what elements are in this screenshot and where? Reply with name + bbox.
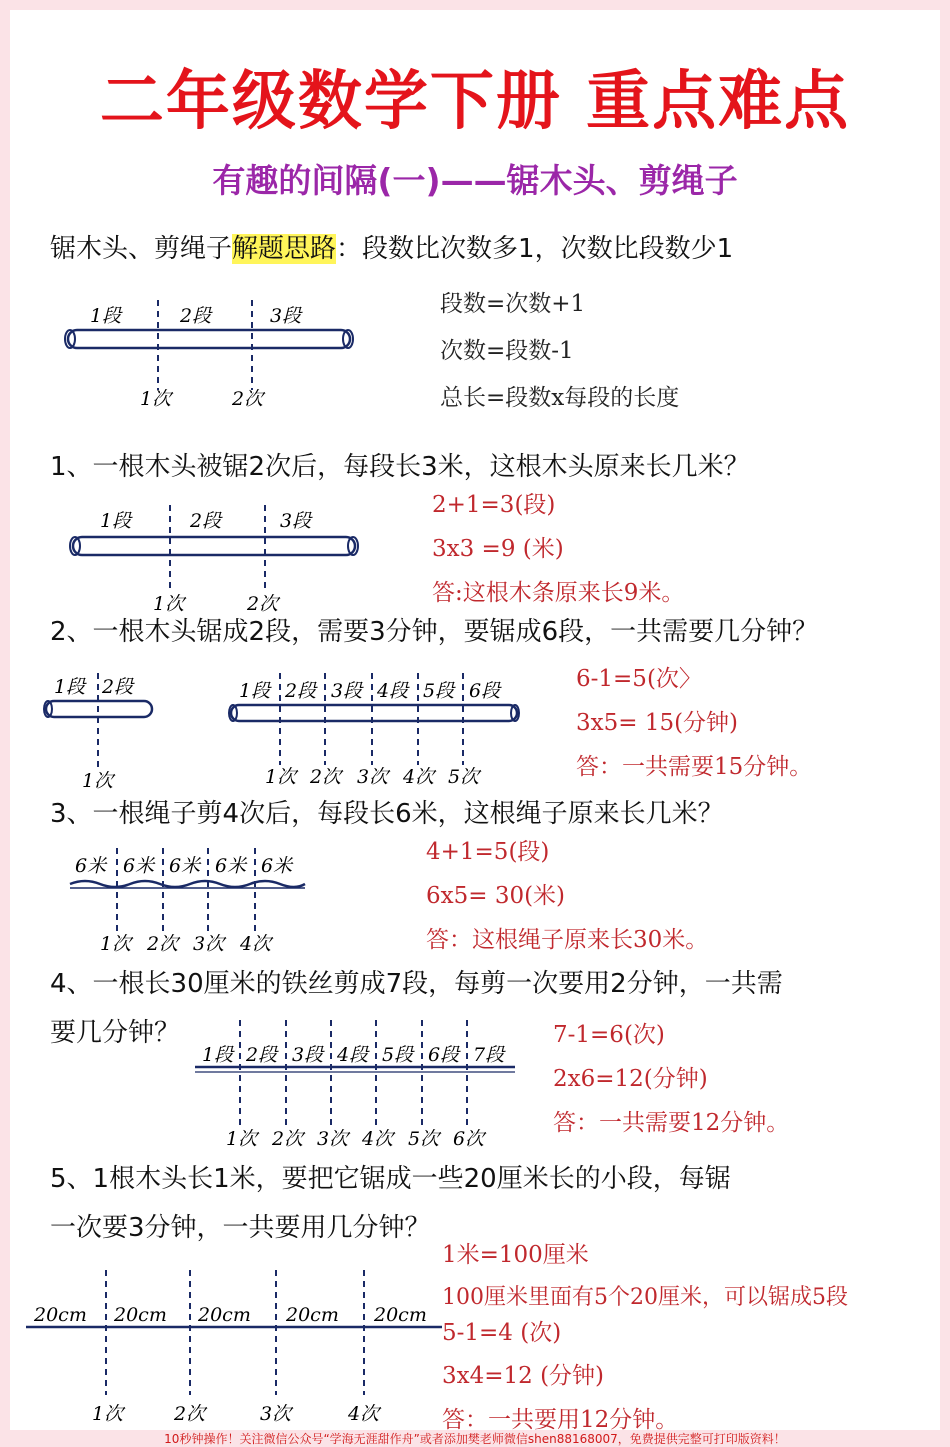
q3-rope-diagram bbox=[65, 840, 315, 955]
cut-label: 1次 bbox=[226, 1128, 258, 1150]
page-subtitle: 有趣的间隔(一)——锯木头、剪绳子 bbox=[212, 161, 738, 200]
formula-segments: 段数=次数+1 bbox=[440, 291, 586, 317]
seg-label: 20cm bbox=[286, 1304, 339, 1326]
cut-label: 1次 bbox=[140, 388, 172, 410]
cut-label: 1次 bbox=[92, 1403, 124, 1425]
q5-answer: 答：一共要用12分钟。 bbox=[442, 1407, 679, 1433]
seg-label: 2段 bbox=[190, 510, 222, 532]
q4-text-line2: 要几分钟？ bbox=[50, 1018, 181, 1048]
cut-label: 5次 bbox=[448, 766, 480, 788]
cut-label: 4次 bbox=[403, 766, 435, 788]
q5-text-line2: 一次要3分钟，一共要用几分钟？ bbox=[50, 1213, 431, 1243]
seg-label: 1段 bbox=[90, 305, 122, 327]
q1-text: 1、一根木头被锯2次后，每段长3米，这根木头原来长几米？ bbox=[50, 452, 750, 482]
q3-step-2: 6x5= 30(米) bbox=[426, 883, 566, 909]
cut-label: 2次 bbox=[232, 388, 264, 410]
cut-label: 3次 bbox=[317, 1128, 349, 1150]
seg-label: 3段 bbox=[280, 510, 312, 532]
cut-label: 4次 bbox=[240, 933, 272, 955]
q5-step-1: 1米=100厘米 bbox=[442, 1242, 589, 1268]
seg-label: 6米 bbox=[169, 855, 201, 877]
seg-label: 20cm bbox=[34, 1304, 87, 1326]
q5-step-3: 5-1=4 (次) bbox=[442, 1320, 562, 1346]
q4-step-2: 2x6=12(分钟) bbox=[553, 1066, 708, 1092]
seg-label: 3段 bbox=[292, 1044, 324, 1066]
q2-answer: 答：一共需要15分钟。 bbox=[576, 754, 813, 780]
q1-step-2: 3x3 =9 (米) bbox=[432, 536, 564, 562]
q5-log-diagram bbox=[24, 1265, 444, 1425]
cut-label: 1次 bbox=[265, 766, 297, 788]
q2-text: 2、一根木头锯成2段，需要3分钟，要锯成6段，一共需要几分钟？ bbox=[50, 617, 819, 647]
seg-label: 20cm bbox=[198, 1304, 251, 1326]
cut-label: 6次 bbox=[453, 1128, 485, 1150]
cut-label: 1次 bbox=[82, 770, 114, 792]
seg-label: 3段 bbox=[270, 305, 302, 327]
intro-rest: ：段数比次数多1，次数比段数少1 bbox=[336, 234, 734, 264]
intro-text bbox=[50, 228, 733, 265]
seg-label: 4段 bbox=[337, 1044, 369, 1066]
seg-label: 20cm bbox=[374, 1304, 427, 1326]
intro-log-diagram bbox=[60, 280, 360, 420]
q2-small-log-diagram bbox=[40, 665, 160, 790]
q3-answer: 答：这根绳子原来长30米。 bbox=[426, 927, 709, 953]
q4-wire-diagram bbox=[190, 1015, 520, 1150]
cut-label: 1次 bbox=[153, 593, 185, 615]
cut-label: 4次 bbox=[348, 1403, 380, 1425]
q5-step-2: 100厘米里面有5个20厘米，可以锯成5段 bbox=[442, 1285, 848, 1310]
seg-label: 6米 bbox=[215, 855, 247, 877]
formula-total: 总长=段数x每段的长度 bbox=[440, 385, 680, 411]
cut-label: 3次 bbox=[193, 933, 225, 955]
q2-large-log-diagram bbox=[225, 665, 525, 790]
cut-label: 1次 bbox=[100, 933, 132, 955]
q2-step-1: 6-1=5(次〉 bbox=[576, 666, 702, 692]
seg-label: 6米 bbox=[261, 855, 293, 877]
cut-label: 2次 bbox=[247, 593, 279, 615]
seg-label: 1段 bbox=[202, 1044, 234, 1066]
formula-cuts: 次数=段数-1 bbox=[440, 338, 574, 364]
q5-text-line1: 5、1根木头长1米，要把它锯成一些20厘米长的小段，每锯 bbox=[50, 1164, 731, 1194]
q1-log-diagram bbox=[65, 495, 365, 620]
seg-label: 2段 bbox=[102, 676, 134, 698]
page-title: 二年级数学下册 重点难点 bbox=[99, 65, 851, 139]
seg-label: 6米 bbox=[75, 855, 107, 877]
q4-answer: 答：一共需要12分钟。 bbox=[553, 1110, 790, 1136]
intro-lead: 锯木头、剪绳子 bbox=[50, 234, 233, 264]
footer-note: 10秒钟操作！关注微信公众号“学海无涯甜作舟”或者添加樊老师微信shen88168007，免费提供完整可打印版资料！ bbox=[164, 1432, 786, 1446]
seg-label: 6段 bbox=[469, 680, 501, 702]
q2-step-2: 3x5= 15(分钟) bbox=[576, 710, 739, 736]
q1-step-1: 2+1=3(段) bbox=[432, 492, 556, 518]
cut-label: 4次 bbox=[362, 1128, 394, 1150]
cut-label: 2次 bbox=[310, 766, 342, 788]
q4-step-1: 7-1=6(次) bbox=[553, 1022, 665, 1048]
cut-label: 5次 bbox=[408, 1128, 440, 1150]
q1-answer: 答:这根木条原来长9米。 bbox=[432, 580, 685, 606]
seg-label: 6米 bbox=[123, 855, 155, 877]
seg-label: 1段 bbox=[54, 676, 86, 698]
q4-text-line1: 4、一根长30厘米的铁丝剪成7段，每剪一次要用2分钟，一共需 bbox=[50, 969, 783, 999]
cut-label: 2次 bbox=[272, 1128, 304, 1150]
seg-label: 5段 bbox=[382, 1044, 414, 1066]
q5-step-4: 3x4=12 (分钟) bbox=[442, 1363, 605, 1389]
seg-label: 3段 bbox=[331, 680, 363, 702]
seg-label: 6段 bbox=[428, 1044, 460, 1066]
q3-text: 3、一根绳子剪4次后，每段长6米，这根绳子原来长几米？ bbox=[50, 799, 724, 829]
seg-label: 4段 bbox=[377, 680, 409, 702]
seg-label: 2段 bbox=[246, 1044, 278, 1066]
seg-label: 2段 bbox=[180, 305, 212, 327]
seg-label: 7段 bbox=[473, 1044, 505, 1066]
seg-label: 5段 bbox=[423, 680, 455, 702]
seg-label: 2段 bbox=[285, 680, 317, 702]
seg-label: 20cm bbox=[114, 1304, 167, 1326]
cut-label: 2次 bbox=[174, 1403, 206, 1425]
intro-highlight: 解题思路 bbox=[232, 234, 337, 264]
cut-label: 2次 bbox=[147, 933, 179, 955]
worksheet bbox=[10, 10, 940, 1433]
seg-label: 1段 bbox=[239, 680, 271, 702]
q3-step-1: 4+1=5(段) bbox=[426, 839, 550, 865]
cut-label: 3次 bbox=[357, 766, 389, 788]
cut-label: 3次 bbox=[260, 1403, 292, 1425]
seg-label: 1段 bbox=[100, 510, 132, 532]
